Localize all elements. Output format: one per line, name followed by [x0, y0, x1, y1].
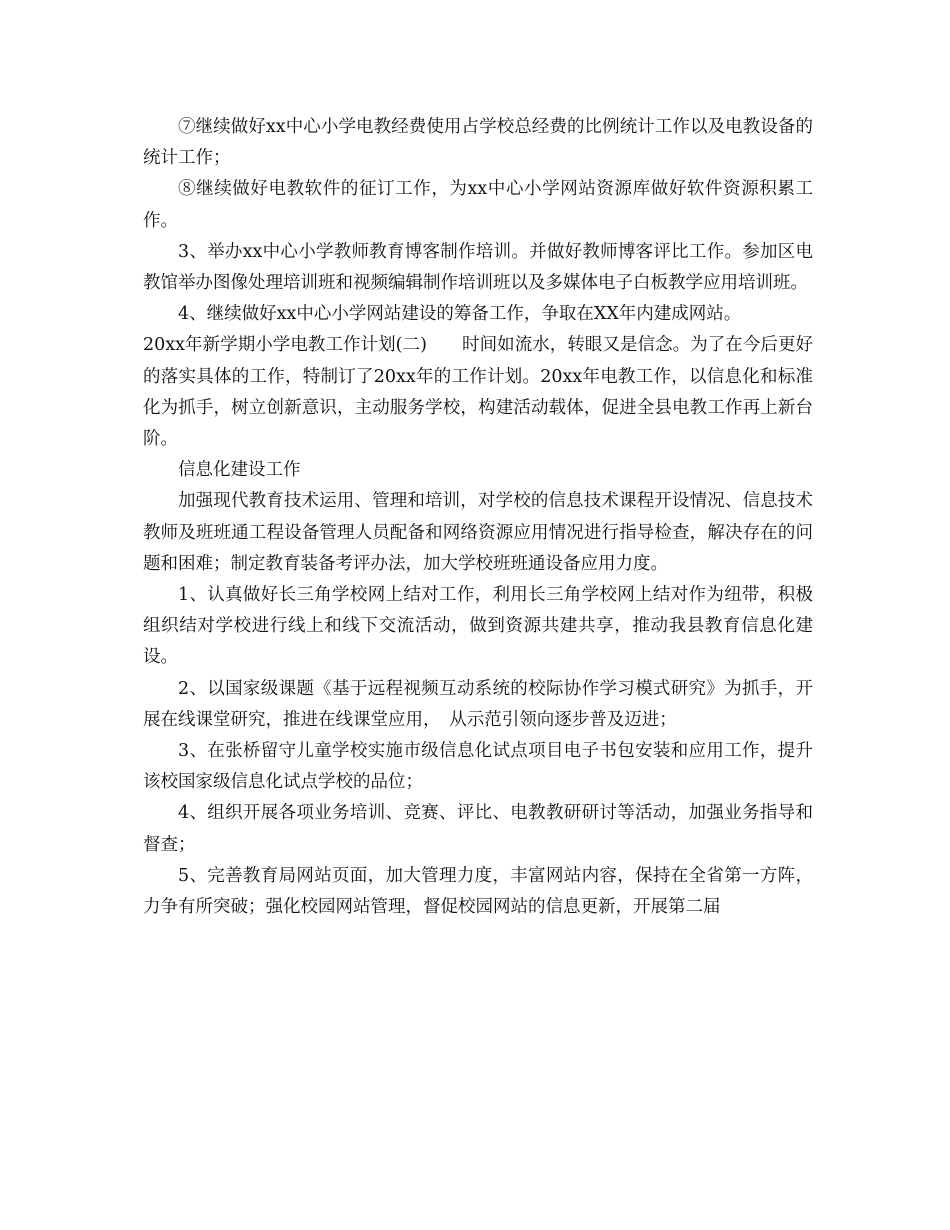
paragraph-item-4: 4、组织开展各项业务培训、竞赛、评比、电教教研研讨等活动，加强业务指导和督查； — [143, 803, 813, 855]
paragraph-item-1: 1、认真做好长三角学校网上结对工作，利用长三角学校网上结对作为纽带，积极组织结对学校进行线上和线下交流活动，做到资源共建共享，推动我县教育信息化建设。 — [143, 585, 813, 668]
paragraph-item-3: 3、在张桥留守儿童学校实施市级信息化试点项目电子书包安装和应用工作，提升该校国家级信息化试点学校的品位； — [143, 741, 813, 793]
document-page — [143, 112, 813, 923]
paragraph-plan-intro: 20xx年新学期小学电教工作计划(二) 时间如流水，转眼又是信念。为了在今后更好的落实具体的工作，特制订了20xx年的工作计划。20xx年电教工作，以信息化和标准化为抓手，树立创新意识，主动服务学校，构建活动载体，促进全县电教工作再上新台阶。 — [143, 335, 813, 450]
paragraph-item-5: 5、完善教育局网站页面，加大管理力度，丰富网站内容，保持在全省第一方阵，力争有所突破；强化校园网站管理，督促校园网站的信息更新，开展第二届 — [143, 865, 813, 918]
paragraph-item-7: ⑦继续做好xx中心小学电教经费使用占学校总经费的比例统计工作以及电教设备的统计工作； — [143, 117, 813, 169]
section-heading-informatization: 信息化建设工作 — [178, 460, 301, 481]
paragraph-management-training: 加强现代教育技术运用、管理和培训，对学校的信息技术课程开设情况、信息技术教师及班班通工程设备管理人员配备和网络资源应用情况进行指导检查，解决存在的问题和困难；制定教育装备考评办法，加大学校班班通设备应用力度。 — [143, 491, 813, 574]
paragraph-item-8: ⑧继续做好电教软件的征订工作，为xx中心小学网站资源库做好软件资源积累工作。 — [143, 179, 813, 231]
paragraph-website-preparation: 4、继续做好xx中心小学网站建设的筹备工作，争取在XX年内建成网站。 — [178, 304, 742, 325]
paragraph-item-2: 2、以国家级课题《基于远程视频互动系统的校际协作学习模式研究》为抓手，开展在线课堂研究，推进在线课堂应用， 从示范引领向逐步普及迈进； — [143, 678, 813, 730]
paragraph-blog-training: 3、举办xx中心小学教师教育博客制作培训。并做好教师博客评比工作。参加区电教馆举办图像处理培训班和视频编辑制作培训班以及多媒体电子白板教学应用培训班。 — [143, 241, 813, 294]
